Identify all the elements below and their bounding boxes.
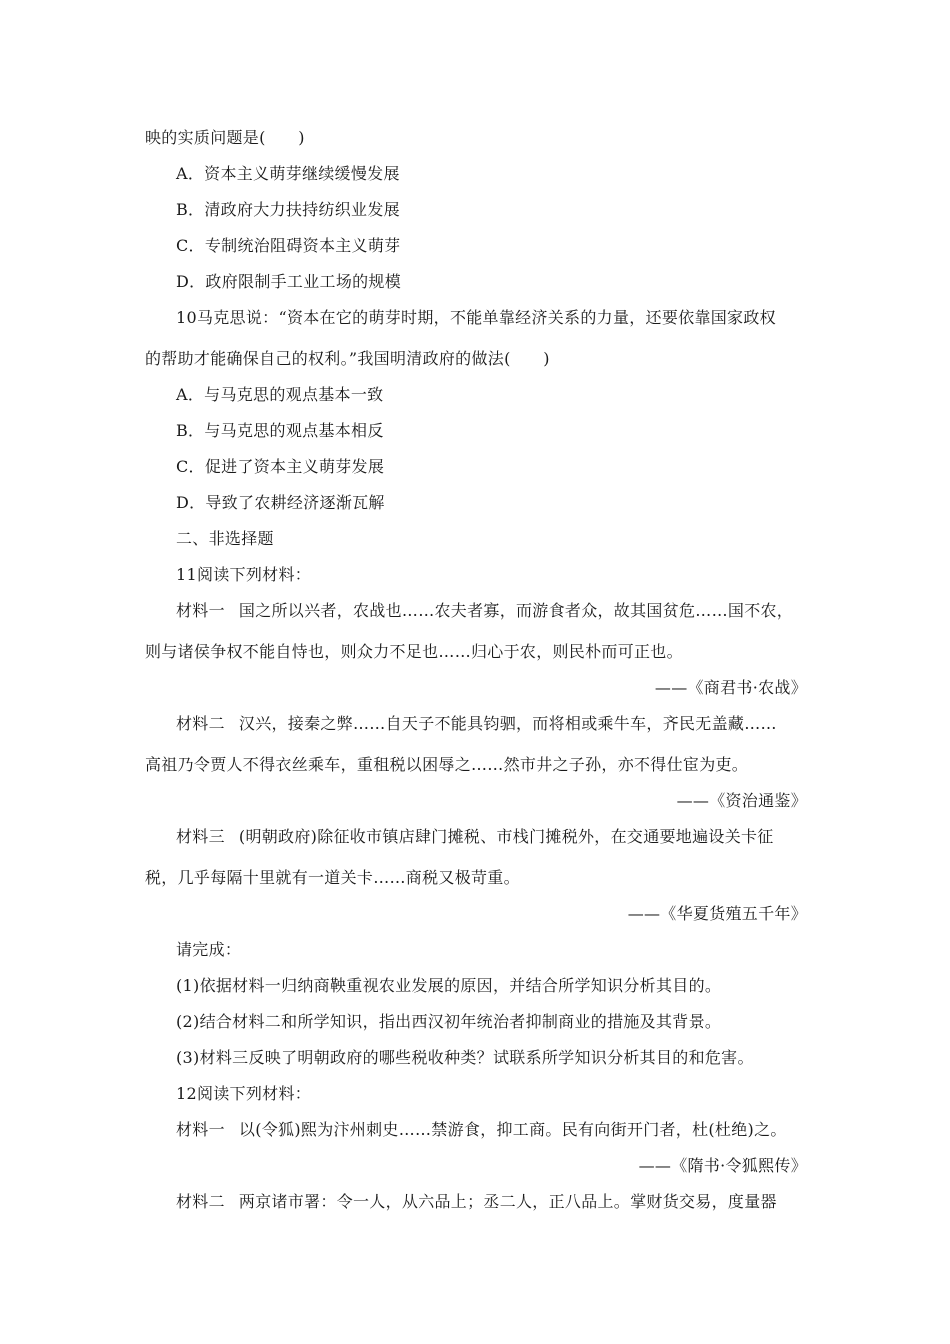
material-label: 材料一 bbox=[176, 1120, 225, 1139]
material-text: 国之所以兴者，农战也……农夫者寡，而游食者众，故其国贫危……国不农， bbox=[238, 601, 794, 620]
q11-material-3-source: ——《华夏货殖五千年》 bbox=[627, 904, 807, 923]
q10-option-c: C．促进了资本主义萌芽发展 bbox=[176, 457, 385, 476]
q11-material-2-source: ——《资治通鉴》 bbox=[676, 791, 807, 810]
q12-material-1-source: ——《隋书·令狐熙传》 bbox=[638, 1156, 807, 1175]
q11-intro: 11阅读下列材料： bbox=[176, 565, 312, 584]
material-label: 材料二 bbox=[176, 714, 225, 733]
q11-material-1-line1 bbox=[176, 601, 793, 621]
material-text: 汉兴，接秦之弊……自天子不能具钧驷，而将相或乘牛车，齐民无盖藏…… bbox=[238, 714, 777, 733]
q10-stem-line2: 的帮助才能确保自己的权利。”我国明清政府的做法( ) bbox=[145, 349, 550, 368]
q11-material-1-source: ——《商君书·农战》 bbox=[654, 678, 807, 697]
q9-option-c: C．专制统治阻碍资本主义萌芽 bbox=[176, 236, 401, 255]
q11-material-3-line1 bbox=[176, 827, 774, 847]
q12-material-2-line1 bbox=[176, 1192, 777, 1212]
material-label: 材料一 bbox=[176, 601, 225, 620]
q11-material-1-line2: 则与诸侯争权不能自恃也，则众力不足也……归心于农，则民朴而可正也。 bbox=[145, 642, 683, 661]
material-label: 材料三 bbox=[176, 827, 225, 846]
material-text: (明朝政府)除征收市镇店肆门摊税、市栈门摊税外，在交通要地遍设关卡征 bbox=[238, 827, 774, 846]
q11-question-3: (3)材料三反映了明朝政府的哪些税收种类？试联系所学知识分析其目的和危害。 bbox=[176, 1048, 754, 1067]
material-label: 材料二 bbox=[176, 1192, 225, 1211]
q10-stem-line1: 10马克思说：“资本在它的萌芽时期，不能单靠经济关系的力量，还要依靠国家政权 bbox=[176, 308, 776, 327]
material-text: 两京诸市署：令一人，从六品上；丞二人，正八品上。掌财货交易，度量器 bbox=[238, 1192, 777, 1211]
q11-question-1: (1)依据材料一归纳商鞅重视农业发展的原因，并结合所学知识分析其目的。 bbox=[176, 976, 722, 995]
q11-material-2-line1 bbox=[176, 714, 777, 734]
q12-material-1-line1 bbox=[176, 1120, 787, 1140]
q11-prompt: 请完成： bbox=[176, 940, 242, 959]
q11-material-3-line2: 税，几乎每隔十里就有一道关卡……商税又极苛重。 bbox=[145, 868, 520, 887]
q9-option-a: A．资本主义萌芽继续缓慢发展 bbox=[176, 164, 400, 183]
q9-stem-tail: 映的实质问题是( ) bbox=[145, 128, 305, 147]
q11-question-2: (2)结合材料二和所学知识，指出西汉初年统治者抑制商业的措施及其背景。 bbox=[176, 1012, 722, 1031]
material-text: 以(令狐)熙为汴州刺史……禁游食，抑工商。民有向街开门者，杜(杜绝)之。 bbox=[238, 1120, 787, 1139]
q10-option-a: A．与马克思的观点基本一致 bbox=[176, 385, 384, 404]
section-title: 二、非选择题 bbox=[176, 529, 274, 548]
q11-material-2-line2: 高祖乃令贾人不得衣丝乘车，重租税以困辱之……然市井之子孙，亦不得仕宦为吏。 bbox=[145, 755, 749, 774]
q10-option-b: B．与马克思的观点基本相反 bbox=[176, 421, 384, 440]
q9-option-b: B．清政府大力扶持纺织业发展 bbox=[176, 200, 400, 219]
q12-intro: 12阅读下列材料： bbox=[176, 1084, 312, 1103]
q10-option-d: D．导致了农耕经济逐渐瓦解 bbox=[176, 493, 385, 512]
q9-option-d: D．政府限制手工业工场的规模 bbox=[176, 272, 402, 291]
